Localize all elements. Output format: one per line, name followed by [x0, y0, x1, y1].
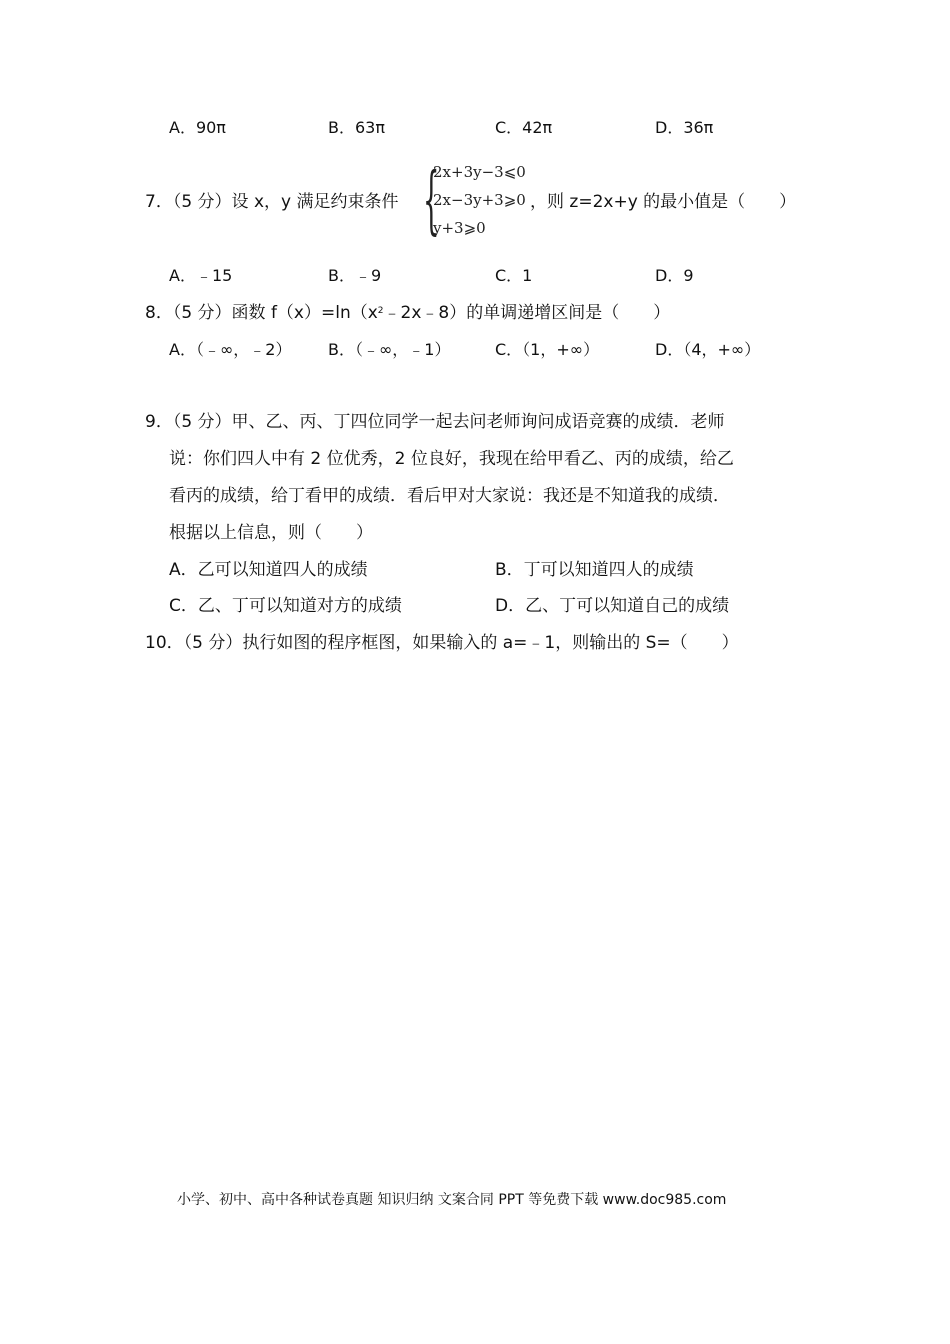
q7-option-d: D．9	[655, 266, 694, 285]
q9-option-d: D．乙、丁可以知道自己的成绩	[495, 596, 730, 616]
brace-symbol: {	[423, 157, 440, 243]
q6-option-b: B．63π	[328, 118, 385, 137]
q8-option-a: A．（﹣∞，﹣2）	[169, 340, 292, 359]
q9-line-4: 根据以上信息，则（ ）	[169, 523, 373, 543]
q9-line-3: 看丙的成绩，给丁看甲的成绩．看后甲对大家说：我还是不知道我的成绩．	[169, 486, 730, 506]
q8-option-b: B．（﹣∞，﹣1）	[328, 340, 451, 359]
q8-exponent: 2	[377, 306, 384, 316]
q7-option-c: C．1	[495, 266, 533, 285]
q8-option-d: D．（4，+∞）	[655, 340, 761, 359]
q7-constraint-2: 2x−3y+3⩾0	[433, 191, 526, 209]
q9-option-c: C．乙、丁可以知道对方的成绩	[169, 596, 402, 616]
q6-option-d: D．36π	[655, 118, 714, 137]
q9-line-2: 说：你们四人中有 2 位优秀，2 位良好，我现在给甲看乙、丙的成绩，给乙	[169, 449, 734, 469]
q8-stem	[145, 303, 670, 323]
q9-option-a: A．乙可以知道四人的成绩	[169, 560, 368, 580]
page-footer: 小学、初中、高中各种试卷真题 知识归纳 文案合同 PPT 等免费下载 www.doc985.com	[177, 1192, 727, 1208]
q9-line-1: 9．（5 分）甲、乙、丙、丁四位同学一起去问老师询问成语竞赛的成绩．老师	[145, 412, 725, 432]
q10-stem: 10．（5 分）执行如图的程序框图，如果输入的 a=﹣1，则输出的 S=（ ）	[145, 633, 739, 653]
q8-stem-a: 8．（5 分）函数 f（x）=ln（x	[145, 303, 378, 323]
q6-option-a: A．90π	[169, 118, 226, 137]
q7-constraint-3: y+3⩾0	[433, 219, 486, 237]
q7-option-a: A．﹣15	[169, 266, 233, 285]
q9-option-b: B．丁可以知道四人的成绩	[495, 560, 694, 580]
q7-option-b: B．﹣9	[328, 266, 382, 285]
q8-option-c: C．（1，+∞）	[495, 340, 600, 359]
q7-stem-prefix: 7．（5 分）设 x，y 满足约束条件	[145, 192, 399, 212]
q6-option-c: C．42π	[495, 118, 553, 137]
q8-stem-b: ﹣2x﹣8）的单调递增区间是（ ）	[383, 303, 671, 323]
q7-stem-suffix: ，则 z=2x+y 的最小值是（ ）	[530, 192, 797, 212]
q7-constraint-1: 2x+3y−3⩽0	[433, 163, 526, 181]
